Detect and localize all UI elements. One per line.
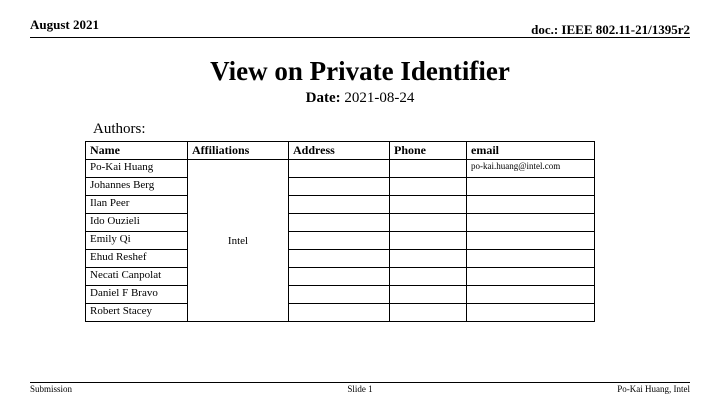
column-header-phone: Phone (390, 142, 467, 160)
author-phone (390, 232, 467, 250)
author-email (467, 214, 595, 232)
column-header-affiliations: Affiliations (188, 142, 289, 160)
author-email: po-kai.huang@intel.com (467, 160, 595, 178)
author-phone (390, 250, 467, 268)
author-email (467, 286, 595, 304)
author-address (289, 250, 390, 268)
author-address (289, 232, 390, 250)
author-name: Ehud Reshef (86, 250, 188, 268)
author-address (289, 178, 390, 196)
table-row (86, 286, 595, 304)
author-email (467, 196, 595, 214)
column-header-address: Address (289, 142, 390, 160)
slide-title: View on Private Identifier (210, 56, 510, 86)
author-affiliation: Intel (188, 160, 289, 322)
author-address (289, 268, 390, 286)
author-name: Johannes Berg (86, 178, 188, 196)
table-row (86, 178, 595, 196)
author-address (289, 286, 390, 304)
footer-submission: Submission (30, 384, 73, 394)
author-phone (390, 196, 467, 214)
author-name: Necati Canpolat (86, 268, 188, 286)
author-phone (390, 304, 467, 322)
slide-date (0, 90, 720, 107)
author-phone (390, 286, 467, 304)
table-row (86, 304, 595, 322)
table-header-row (86, 142, 595, 160)
author-name: Po-Kai Huang (86, 160, 188, 178)
author-name: Emily Qi (86, 232, 188, 250)
author-email (467, 268, 595, 286)
author-address (289, 196, 390, 214)
footer-slide-number: Slide 1 (347, 384, 373, 394)
footer-author: Po-Kai Huang, Intel (617, 384, 690, 394)
author-name: Robert Stacey (86, 304, 188, 322)
author-phone (390, 178, 467, 196)
author-name: Ilan Peer (86, 196, 188, 214)
table-row (86, 214, 595, 232)
author-name: Ido Ouzieli (86, 214, 188, 232)
author-email (467, 250, 595, 268)
authors-label: Authors: (93, 121, 146, 137)
author-phone (390, 160, 467, 178)
table-row (86, 250, 595, 268)
column-header-email: email (467, 142, 595, 160)
table-row (86, 232, 595, 250)
authors-table (85, 141, 595, 322)
header-date: August 2021 (30, 17, 99, 32)
author-email (467, 304, 595, 322)
author-email (467, 178, 595, 196)
table-row (86, 160, 595, 178)
author-address (289, 214, 390, 232)
column-header-name: Name (86, 142, 188, 160)
table-row (86, 196, 595, 214)
author-phone (390, 214, 467, 232)
author-name: Daniel F Bravo (86, 286, 188, 304)
author-address (289, 304, 390, 322)
author-phone (390, 268, 467, 286)
author-address (289, 160, 390, 178)
footer-divider (30, 382, 690, 383)
header-doc-id: doc.: IEEE 802.11-21/1395r2 (531, 22, 690, 37)
date-label: Date: (305, 90, 341, 106)
header-divider (30, 37, 690, 38)
date-value: 2021-08-24 (344, 90, 415, 106)
table-row (86, 268, 595, 286)
author-email (467, 232, 595, 250)
